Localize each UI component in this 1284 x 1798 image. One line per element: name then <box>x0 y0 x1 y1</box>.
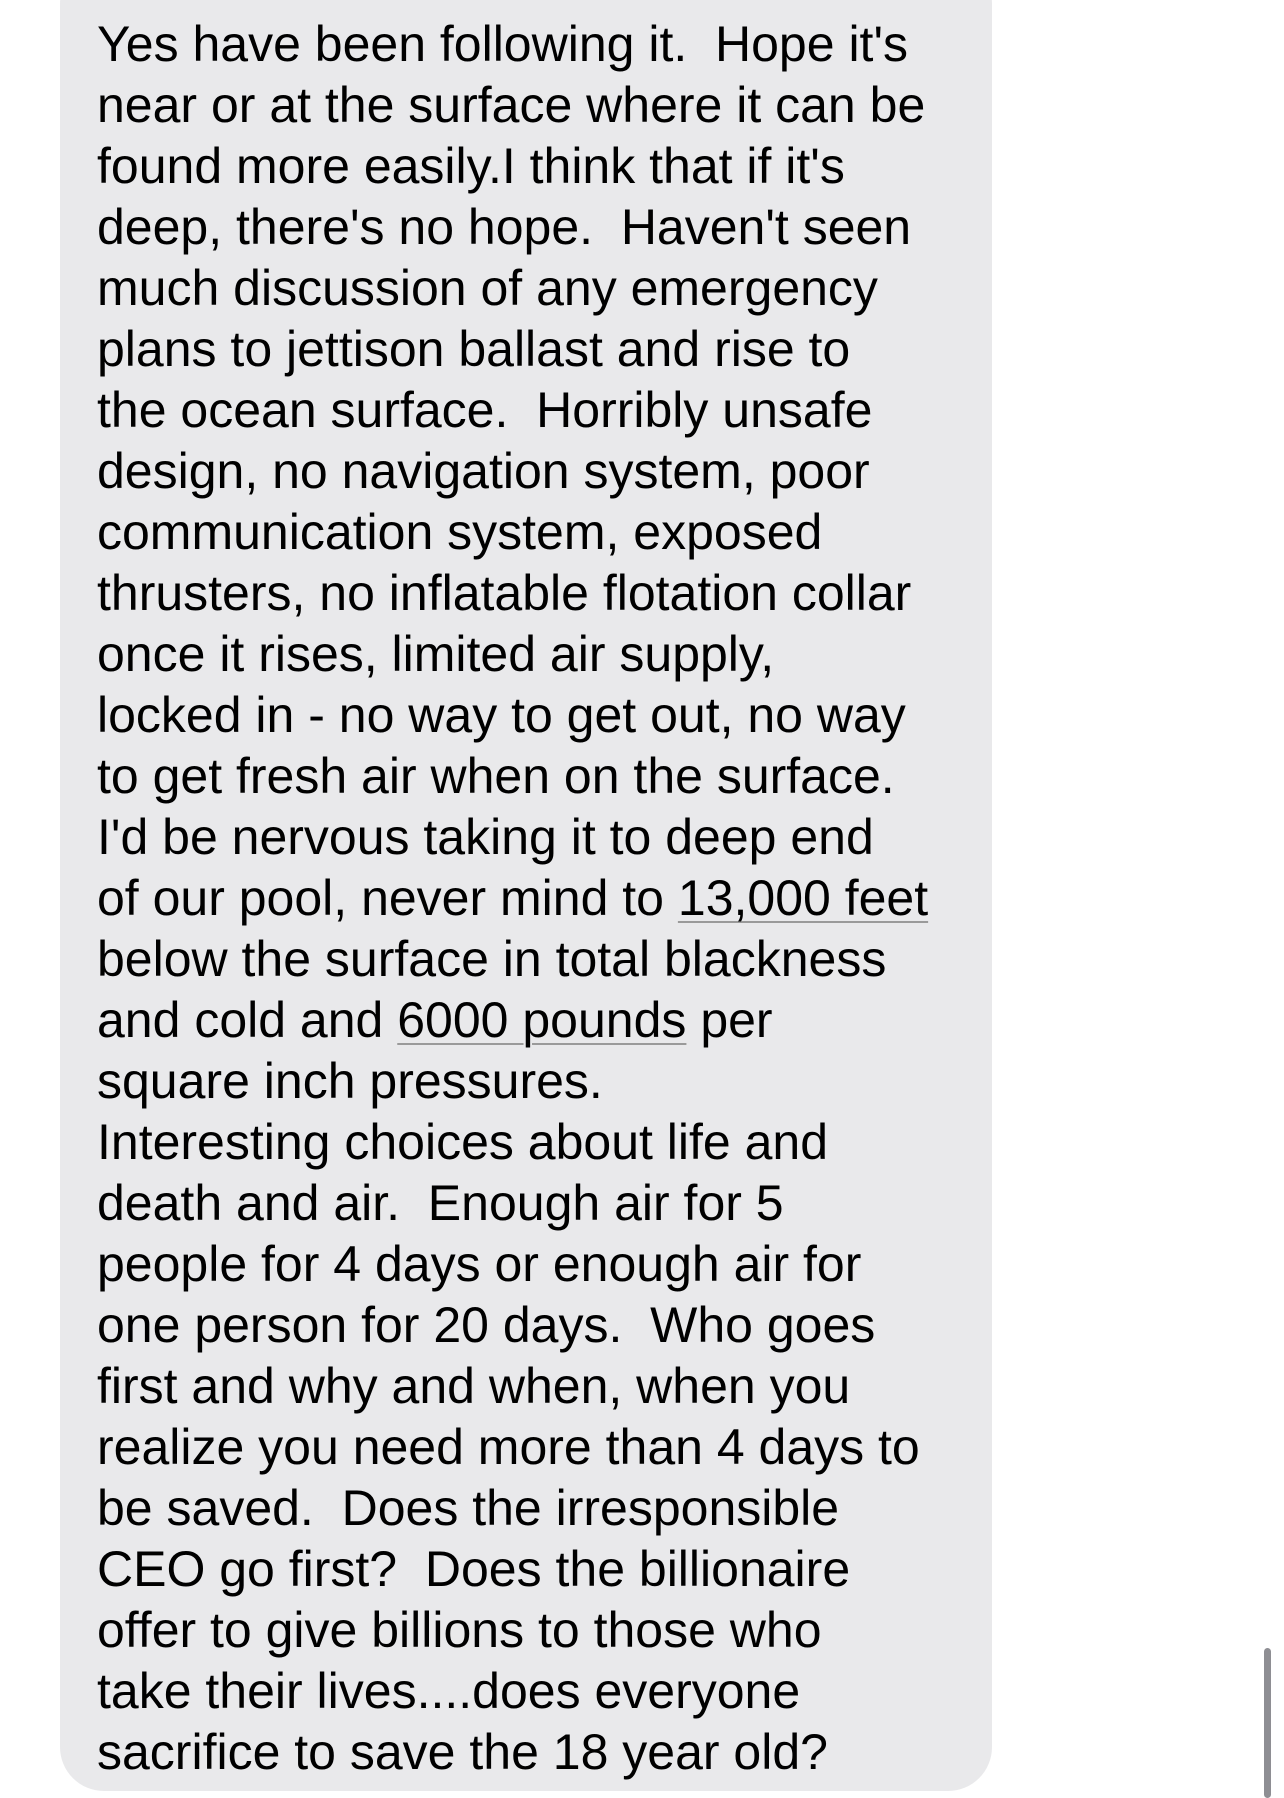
message-line: CEO go first? Does the billionaire <box>97 1541 851 1597</box>
message-line: below the surface in total blackness <box>97 931 887 987</box>
message-text <box>97 14 977 1783</box>
message-line: deep, there's no hope. Haven't seen <box>97 199 912 255</box>
message-line-text: of our pool, never mind to <box>97 870 678 926</box>
message-line: offer to give billions to those who <box>97 1602 822 1658</box>
depth-data-detector-link[interactable]: 13,000 feet <box>677 870 929 926</box>
message-line: locked in - no way to get out, no way <box>97 687 906 743</box>
message-line: communication system, exposed <box>97 504 823 560</box>
message-line: death and air. Enough air for 5 <box>97 1175 784 1231</box>
message-line-text: and cold and <box>97 992 398 1048</box>
message-line-with-link <box>97 868 977 929</box>
pressure-data-detector-link[interactable]: 6000 pounds <box>397 992 687 1048</box>
message-line: be saved. Does the irresponsible <box>97 1480 840 1536</box>
message-line: people for 4 days or enough air for <box>97 1236 862 1292</box>
message-line: sacrifice to save the 18 year old? <box>97 1724 828 1780</box>
message-line: near or at the surface where it can be <box>97 77 926 133</box>
message-line: plans to jettison ballast and rise to <box>97 321 851 377</box>
message-line-text: per <box>686 992 773 1048</box>
message-line: to get fresh air when on the surface. <box>97 748 895 804</box>
message-line: thrusters, no inflatable flotation collar <box>97 565 912 621</box>
message-line-with-link <box>97 990 977 1051</box>
message-line: take their lives....does everyone <box>97 1663 801 1719</box>
message-line: once it rises, limited air supply, <box>97 626 775 682</box>
message-line: first and why and when, when you <box>97 1358 851 1414</box>
message-line: Interesting choices about life and <box>97 1114 829 1170</box>
message-line: the ocean surface. Horribly unsafe <box>97 382 873 438</box>
message-line: much discussion of any emergency <box>97 260 878 316</box>
vertical-scrollbar[interactable] <box>1264 1648 1271 1798</box>
message-line: realize you need more than 4 days to <box>97 1419 920 1475</box>
message-line: one person for 20 days. Who goes <box>97 1297 876 1353</box>
message-line: square inch pressures. <box>97 1053 603 1109</box>
message-line: I'd be nervous taking it to deep end <box>97 809 874 865</box>
message-line: found more easily.I think that if it's <box>97 138 845 194</box>
message-line: Yes have been following it. Hope it's <box>97 16 908 72</box>
message-line: design, no navigation system, poor <box>97 443 870 499</box>
